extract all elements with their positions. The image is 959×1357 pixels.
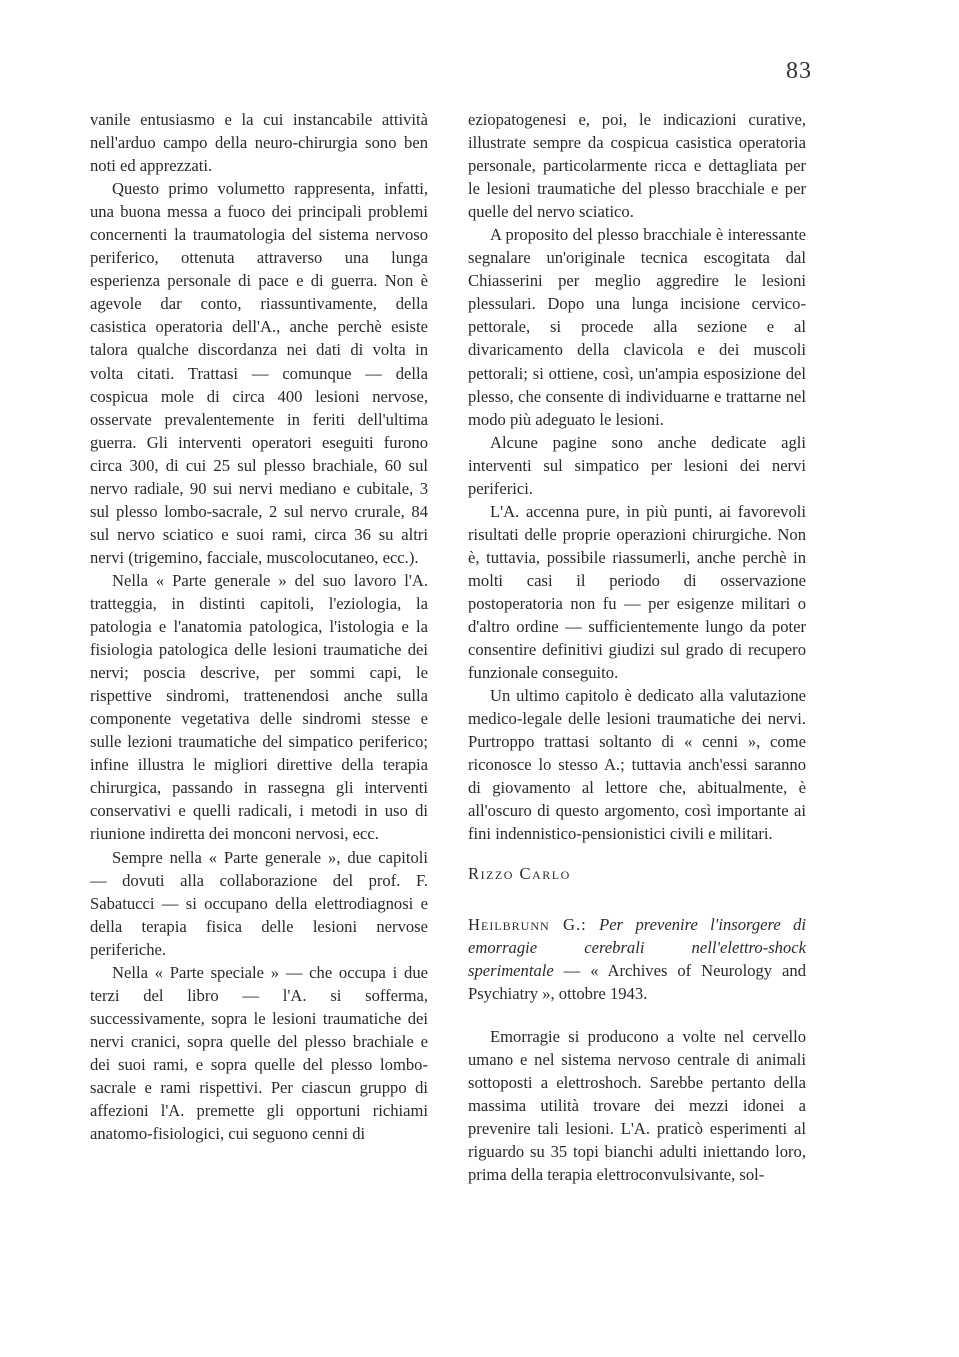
- reviewer-signature: Rizzo Carlo: [468, 863, 571, 883]
- left-paragraph-4: Sempre nella « Parte generale », due capitoli — dovuti alla collaborazione del prof. F. Sabatucci — si occupano della elettrodiagnosi e della terapia fisica delle lesioni nervose periferiche.: [90, 847, 428, 959]
- left-paragraph-3: Nella « Parte generale » del suo lavoro l'A. tratteggia, in distinti capitoli, l'eziologia, la patologia e l'anatomia patologica, l'istologia e la fisiologia patologica delle lesioni traumatiche dei nervi; poscia descrive, per sommi capi, le rispettive sindromi, trattenendosi anche sulla componente vegetativa delle sindromi stesse e sulle lezioni traumatiche del simpatico periferico; infine illustra le migliori direttive della terapia chirurgica, passando in rassegna gli interventi conservativi e quelli radicali, i metodi in uso di riunione indiretta dei monconi nervosi, ecc.: [90, 570, 428, 844]
- citation-publication: — « Archives of Neurology and Psychiatry », ottobre 1943.: [468, 960, 806, 1003]
- right-paragraph-3: Alcune pagine sono anche dedicate agli interventi sul simpatico per lesioni dei nervi periferici.: [468, 432, 806, 498]
- left-column: [90, 108, 428, 1145]
- page-number: 83: [786, 58, 812, 84]
- right-paragraph-5: Un ultimo capitolo è dedicato alla valutazione medico-legale delle lesioni traumatiche dei nervi. Purtroppo trattasi soltanto di « cenni », come riconosce lo stesso A.; tuttavia anch'essi saranno di giovamento al lettore che, abitualmente, è all'oscuro di questo argomento, così importante ai fini indennistico-pensionistici civili e militari.: [468, 686, 806, 844]
- citation-author: Heilbrunn G.:: [468, 914, 587, 934]
- left-paragraph-5: Nella « Parte speciale » — che occupa i due terzi del libro — l'A. si sofferma, successivamente, sopra le lesioni traumatiche dei nervi cranici, sopra quelle del plesso brachiale e dei suoi rami, e sopra quelle del plesso lombo-sacrale e rami rispettivi. Per ciascun gruppo di affezioni l'A. premette gli opportuni richiami anatomo-fisiologici, cui seguono cenni di: [90, 962, 428, 1144]
- citation-title: Per prevenire l'insorgere di emorragie cerebrali nell'elettro-shock sperimentale: [468, 914, 806, 980]
- review-citation: [468, 913, 806, 1005]
- review-abstract: Emorragie si producono a volte nel cervello umano e nel sistema nervoso centrale di animali sottoposti a elettroshoch. Sarebbe pertanto della massima utilità trovare dei mezzi idonei a prevenire tali lesioni. L'A. praticò esperimenti al riguardo su 35 topi bianchi adulti iniettando loro, prima della terapia elettroconvulsivante, sol-: [468, 1026, 806, 1185]
- right-paragraph-2: A proposito del plesso bracchiale è interessante segnalare un'originale tecnica escogitata dal Chiasserini per meglio aggredire le lesioni plessulari. Dopo una lunga incisione cervico-pettorale, si procede alla sezione e al divaricamento della clavicola e dei muscoli pettorali; si ottiene, così, un'ampia esposizione del plesso, che consente di individuarne e trattarne nel modo più adeguato le lesioni.: [468, 225, 806, 429]
- left-paragraph-1: vanile entusiasmo e la cui instancabile attività nell'arduo campo della neuro-chirurgia sono ben noti ed apprezzati.: [90, 110, 428, 176]
- right-paragraph-4: L'A. accenna pure, in più punti, ai favorevoli risultati delle proprie operazioni chirurgiche. Non è, tuttavia, possibile riassumerli, anche perchè in molti casi il periodo di osservazione postoperatoria non fu — per esigenze militari o d'altro ordine — sufficientemente lungo da poter consentire definitivi giudizi sul grado di recupero funzionale conseguito.: [468, 501, 806, 683]
- right-column: [468, 108, 806, 1186]
- left-paragraph-2: Questo primo volumetto rappresenta, infatti, una buona messa a fuoco dei principali problemi concernenti la traumatologia del sistema nervoso periferico, ottenuta attraverso una lunga esperienza personale di pace e di guerra. Non è agevole dar conto, riassuntivamente, della casistica operatoria dell'A., anche perchè esiste talora qualche discordanza nei dati di volta in volta citati. Trattasi — comunque — della cospicua mole di circa 400 lesioni nervose, osservate prevalentemente in feriti dell'ultima guerra. Gli interventi operatori eseguiti furono circa 300, di cui 25 sul plesso brachiale, 60 sul nervo radiale, 90 sui nervi mediano e cubitale, 3 sul plesso lombo-sacrale, 2 sul nervo crurale, 84 sul nervo sciatico e suoi rami, circa 36 su altri nervi (trigemino, facciale, muscolocutaneo, ecc.).: [90, 179, 428, 567]
- right-paragraph-1: eziopatogenesi e, poi, le indicazioni curative, illustrate sempre da cospicua casistica operatoria personale, particolarmente ricca e dettagliata per le lesioni traumatiche del plesso bracchiale e per quelle del nervo sciatico.: [468, 110, 806, 222]
